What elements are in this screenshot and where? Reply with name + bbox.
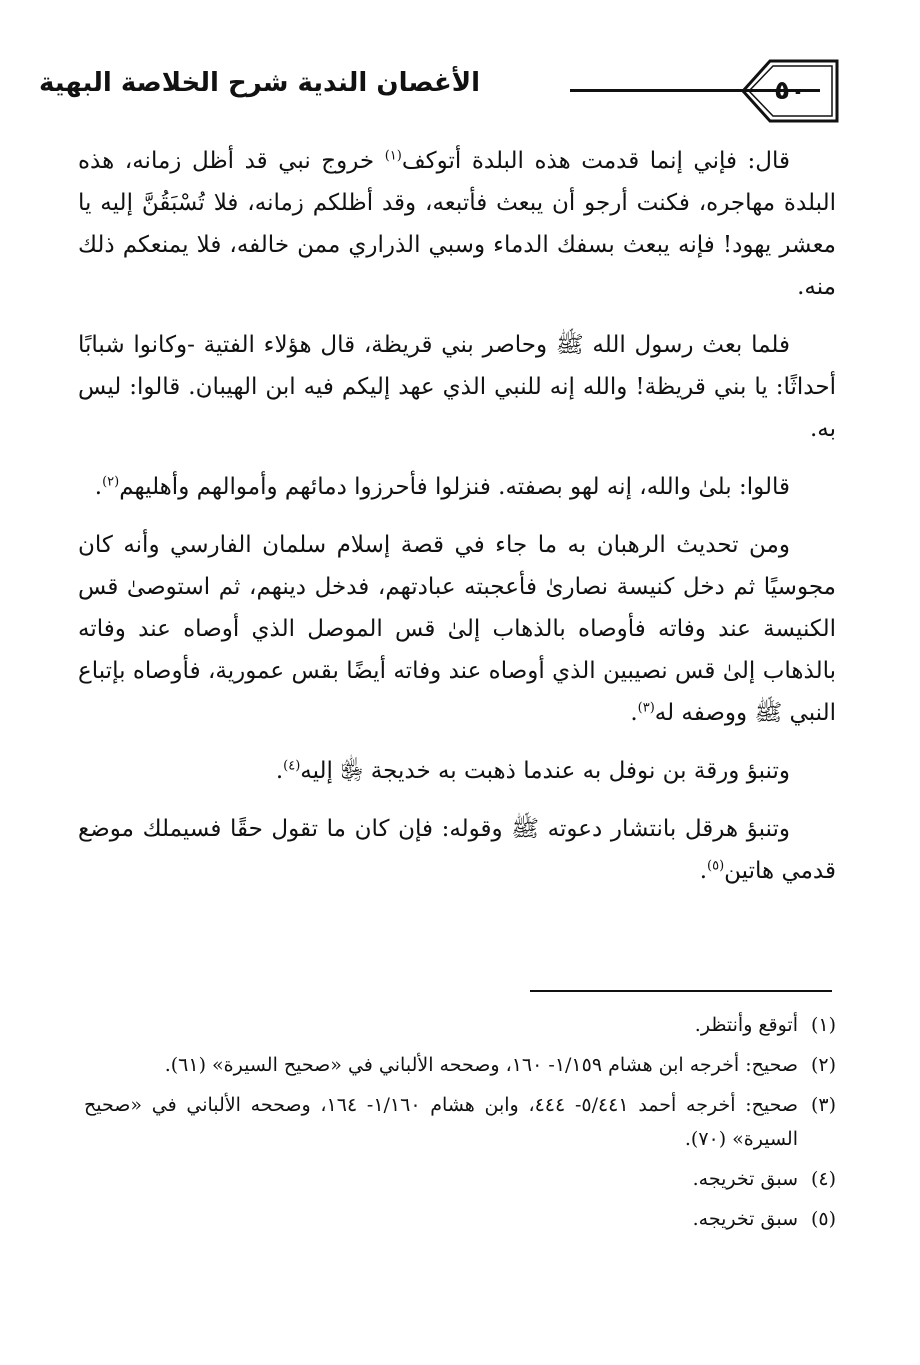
paragraph-text: . (699, 858, 707, 884)
paragraph-text: وتنبؤ هرقل بانتشار دعوته ﷺ وقوله: فإن كان ما تقول حقًا فسيملك موضع قدمي هاتين (78, 816, 836, 884)
footnotes (84, 1008, 836, 1242)
footnote-number: (٥) (810, 1208, 836, 1230)
paragraph-text: فلما بعث رسول الله ﷺ وحاصر بني قريظة، قال هؤلاء الفتية -وكانوا شبابًا أحداثًا: يا بني قريظة! والله إنه للنبي الذي عهد إليكم فيه ابن الهيبان. قالوا: ليس به. (78, 332, 836, 442)
paragraph-text: خروج نبي قد أظل زمانه، هذه البلدة مهاجره، فكنت أرجو أن يبعث فأتبعه، وقد أظلكم زمانه، فلا تُسْبَقُنَّ إليه يا معشر يهود! فإنه يبعث بسفك الدماء وسبي الذراري ممن خالفه، فلا يمنعكم ذلك منه. (78, 148, 836, 300)
paragraph (78, 140, 836, 308)
paragraph-text: قال: فإني إنما قدمت هذه البلدة أتوكف (401, 148, 791, 174)
paragraph-text: . (275, 758, 284, 784)
footnote-reference: (٣) (637, 700, 655, 716)
page-number-badge (740, 58, 840, 124)
footnote-number: (٣) (810, 1094, 836, 1116)
footnote-reference: (٥) (707, 858, 725, 874)
footnote (84, 1202, 836, 1236)
footnote-text: صحيح: أخرجه أحمد ٥/٤٤١- ٤٤٤، وابن هشام ١/١٦٠- ١٦٤، وصححه الألباني في «صحيح السيرة» (٧٠). (84, 1094, 798, 1150)
paragraph (78, 750, 836, 792)
page-header (38, 58, 840, 124)
footnote (84, 1048, 836, 1082)
paragraph (78, 808, 836, 892)
footnote-reference: (٢) (102, 474, 120, 490)
footnote-text: أتوقع وأنتظر. (694, 1014, 798, 1036)
paragraph-text: . (630, 700, 638, 726)
book-title: الأغصان الندية شرح الخلاصة البهية (38, 68, 480, 98)
paragraph-text: ومن تحديث الرهبان به ما جاء في قصة إسلام سلمان الفارسي وأنه كان مجوسيًا ثم دخل كنيسة نصارىٰ فأعجبته عبادتهم، فدخل دينهم، ثم استوصىٰ قس الكنيسة عند وفاته فأوصاه بالذهاب إلىٰ قس الموصل الذي أوصاه عند وفاته بالذهاب إلىٰ قس نصيبين الذي أوصاه عند وفاته أيضًا بقس عمورية، فأوصاه بإتباع النبي ﷺ ووصفه له (78, 532, 836, 726)
footnote-reference: (١) (384, 148, 402, 164)
footnote (84, 1088, 836, 1156)
footnote-separator (530, 990, 832, 992)
footnote (84, 1008, 836, 1042)
page-number: ٥٠ (774, 76, 806, 106)
main-text (78, 140, 836, 908)
footnote-number: (٤) (810, 1168, 836, 1190)
footnote-text: سبق تخريجه. (692, 1168, 798, 1190)
paragraph-text: وتنبؤ ورقة بن نوفل به عندما ذهبت به خديجة ﵂ إليه (300, 758, 790, 784)
footnote (84, 1162, 836, 1196)
paragraph (78, 524, 836, 734)
paragraph (78, 466, 836, 508)
footnote-text: صحيح: أخرجه ابن هشام ١/١٥٩- ١٦٠، وصححه الألباني في «صحيح السيرة» (٦١). (164, 1054, 798, 1076)
footnote-text: سبق تخريجه. (692, 1208, 798, 1230)
footnote-reference: (٤) (283, 758, 301, 774)
paragraph-text: قالوا: بلىٰ والله، إنه لهو بصفته. فنزلوا فأحرزوا دمائهم وأموالهم وأهليهم (119, 474, 790, 500)
footnote-number: (١) (810, 1014, 836, 1036)
paragraph-text: . (94, 474, 103, 500)
footnote-number: (٢) (810, 1054, 836, 1076)
paragraph (78, 324, 836, 450)
